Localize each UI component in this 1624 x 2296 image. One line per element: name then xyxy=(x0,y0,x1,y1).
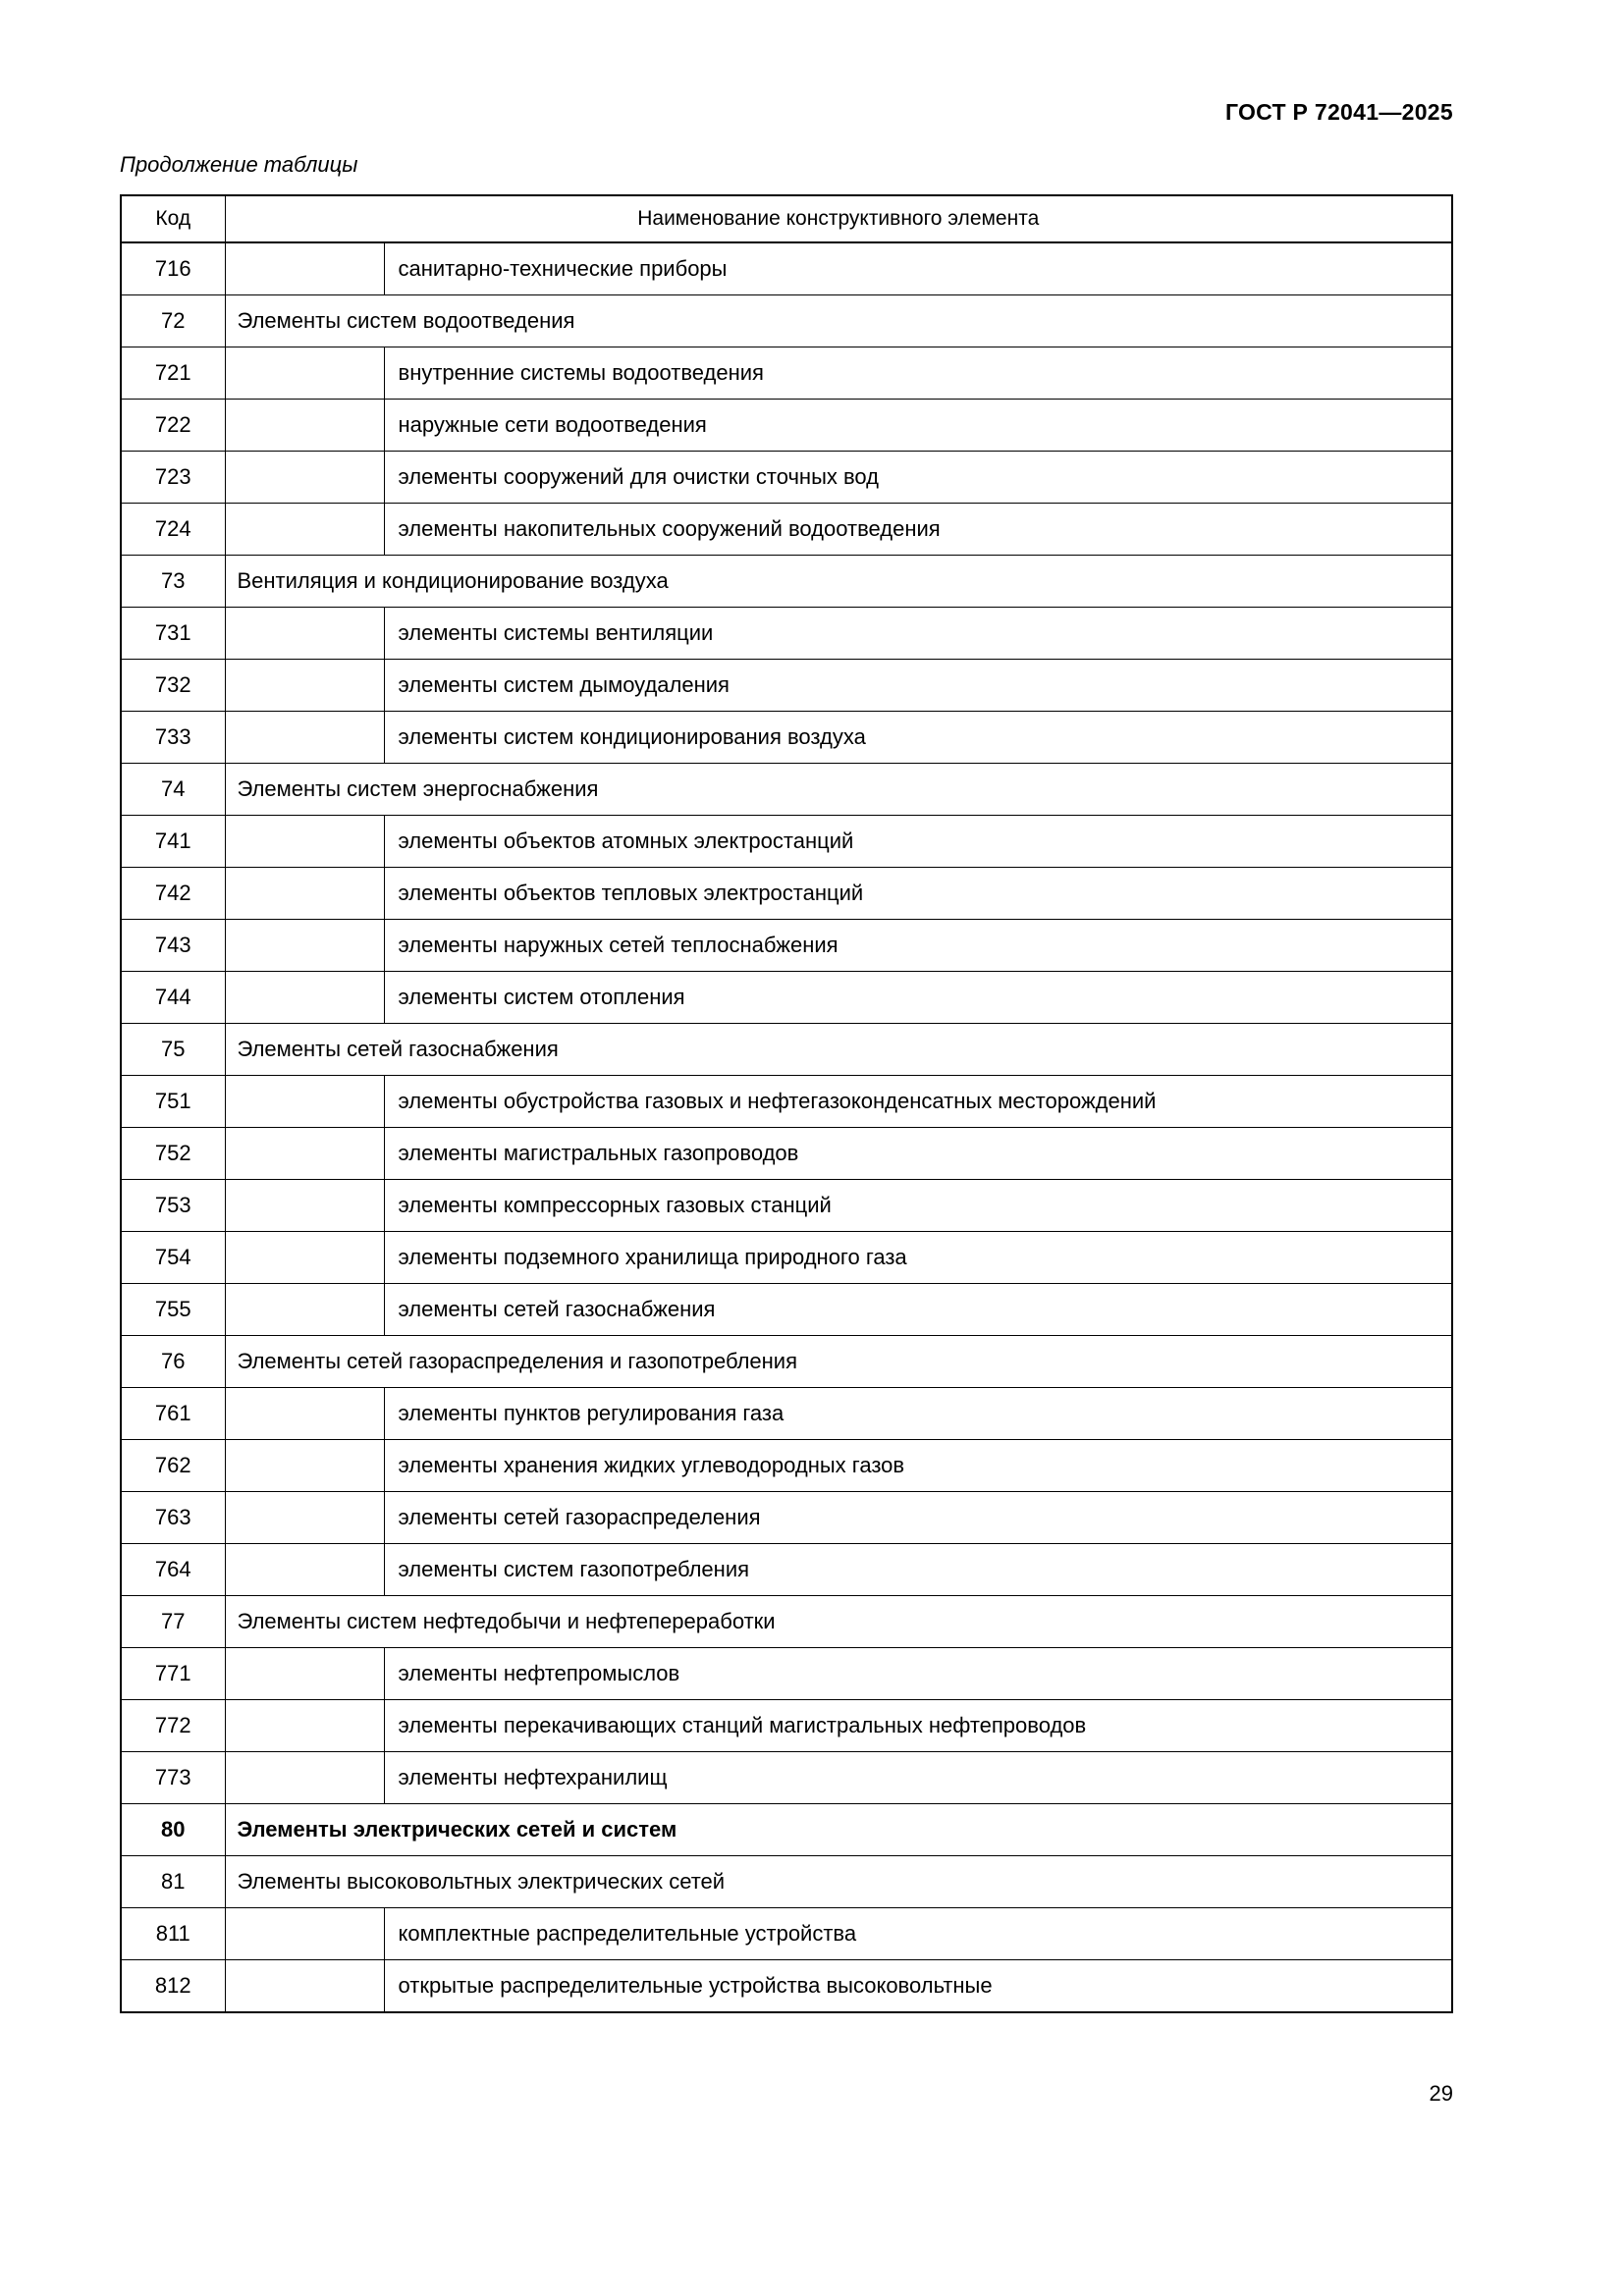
code-cell: 772 xyxy=(121,1700,225,1752)
code-cell: 721 xyxy=(121,347,225,400)
table-row xyxy=(121,1544,1452,1596)
code-cell: 74 xyxy=(121,764,225,816)
name-cell: Элементы сетей газоснабжения xyxy=(225,1024,1452,1076)
indent-cell xyxy=(225,504,384,556)
name-cell: Вентиляция и кондиционирование воздуха xyxy=(225,556,1452,608)
indent-cell xyxy=(225,1128,384,1180)
code-cell: 732 xyxy=(121,660,225,712)
indent-cell xyxy=(225,347,384,400)
code-cell: 733 xyxy=(121,712,225,764)
code-cell: 763 xyxy=(121,1492,225,1544)
page-number: 29 xyxy=(1429,2081,1453,2106)
name-cell: Элементы сетей газораспределения и газопотребления xyxy=(225,1336,1452,1388)
code-cell: 77 xyxy=(121,1596,225,1648)
name-cell: элементы нефтехранилищ xyxy=(384,1752,1452,1804)
table-row xyxy=(121,1596,1452,1648)
indent-cell xyxy=(225,452,384,504)
indent-cell xyxy=(225,1232,384,1284)
code-cell: 753 xyxy=(121,1180,225,1232)
col-header-name: Наименование конструктивного элемента xyxy=(225,195,1452,242)
code-cell: 761 xyxy=(121,1388,225,1440)
table-row xyxy=(121,920,1452,972)
name-cell: Элементы систем нефтедобычи и нефтепереработки xyxy=(225,1596,1452,1648)
code-cell: 80 xyxy=(121,1804,225,1856)
indent-cell xyxy=(225,868,384,920)
name-cell: Элементы высоковольтных электрических сетей xyxy=(225,1856,1452,1908)
indent-cell xyxy=(225,1960,384,2013)
table-row xyxy=(121,1284,1452,1336)
indent-cell xyxy=(225,660,384,712)
code-cell: 743 xyxy=(121,920,225,972)
name-cell: Элементы систем водоотведения xyxy=(225,295,1452,347)
table-row xyxy=(121,1440,1452,1492)
table-row xyxy=(121,347,1452,400)
table-row xyxy=(121,1856,1452,1908)
table-row xyxy=(121,452,1452,504)
name-cell: наружные сети водоотведения xyxy=(384,400,1452,452)
code-cell: 762 xyxy=(121,1440,225,1492)
code-cell: 75 xyxy=(121,1024,225,1076)
table-row xyxy=(121,1804,1452,1856)
name-cell: элементы системы вентиляции xyxy=(384,608,1452,660)
indent-cell xyxy=(225,972,384,1024)
table-row xyxy=(121,660,1452,712)
table-row xyxy=(121,242,1452,295)
code-cell: 722 xyxy=(121,400,225,452)
name-cell: элементы перекачивающих станций магистральных нефтепроводов xyxy=(384,1700,1452,1752)
code-cell: 764 xyxy=(121,1544,225,1596)
code-cell: 741 xyxy=(121,816,225,868)
indent-cell xyxy=(225,1388,384,1440)
table-row xyxy=(121,1180,1452,1232)
name-cell: элементы нефтепромыслов xyxy=(384,1648,1452,1700)
code-cell: 752 xyxy=(121,1128,225,1180)
code-cell: 81 xyxy=(121,1856,225,1908)
code-cell: 755 xyxy=(121,1284,225,1336)
name-cell: элементы наружных сетей теплоснабжения xyxy=(384,920,1452,972)
codes-table xyxy=(120,194,1453,2013)
indent-cell xyxy=(225,1648,384,1700)
indent-cell xyxy=(225,1544,384,1596)
indent-cell xyxy=(225,816,384,868)
table-row xyxy=(121,972,1452,1024)
name-cell: санитарно-технические приборы xyxy=(384,242,1452,295)
name-cell: Элементы систем энергоснабжения xyxy=(225,764,1452,816)
name-cell: элементы сооружений для очистки сточных вод xyxy=(384,452,1452,504)
indent-cell xyxy=(225,920,384,972)
name-cell: комплектные распределительные устройства xyxy=(384,1908,1452,1960)
table-row xyxy=(121,556,1452,608)
table-body xyxy=(121,242,1452,2012)
code-cell: 731 xyxy=(121,608,225,660)
table-row xyxy=(121,295,1452,347)
name-cell: элементы объектов тепловых электростанций xyxy=(384,868,1452,920)
table-row xyxy=(121,400,1452,452)
indent-cell xyxy=(225,1908,384,1960)
name-cell: элементы сетей газораспределения xyxy=(384,1492,1452,1544)
table-row xyxy=(121,1908,1452,1960)
code-cell: 744 xyxy=(121,972,225,1024)
indent-cell xyxy=(225,1180,384,1232)
table-row xyxy=(121,1388,1452,1440)
indent-cell xyxy=(225,1440,384,1492)
indent-cell xyxy=(225,712,384,764)
table-row xyxy=(121,1492,1452,1544)
table-row xyxy=(121,1232,1452,1284)
table-row xyxy=(121,1960,1452,2013)
name-cell: элементы систем газопотребления xyxy=(384,1544,1452,1596)
table-row xyxy=(121,1336,1452,1388)
name-cell: элементы накопительных сооружений водоотведения xyxy=(384,504,1452,556)
indent-cell xyxy=(225,1284,384,1336)
code-cell: 723 xyxy=(121,452,225,504)
indent-cell xyxy=(225,242,384,295)
code-cell: 812 xyxy=(121,1960,225,2013)
name-cell: элементы обустройства газовых и нефтегазоконденсатных месторождений xyxy=(384,1076,1452,1128)
indent-cell xyxy=(225,608,384,660)
indent-cell xyxy=(225,1492,384,1544)
table-row xyxy=(121,868,1452,920)
table-row xyxy=(121,1128,1452,1180)
table-row xyxy=(121,816,1452,868)
name-cell: элементы хранения жидких углеводородных газов xyxy=(384,1440,1452,1492)
indent-cell xyxy=(225,1700,384,1752)
name-cell: элементы объектов атомных электростанций xyxy=(384,816,1452,868)
col-header-code: Код xyxy=(121,195,225,242)
code-cell: 724 xyxy=(121,504,225,556)
code-cell: 773 xyxy=(121,1752,225,1804)
code-cell: 751 xyxy=(121,1076,225,1128)
name-cell: элементы пунктов регулирования газа xyxy=(384,1388,1452,1440)
table-row xyxy=(121,1024,1452,1076)
table-row xyxy=(121,504,1452,556)
code-cell: 754 xyxy=(121,1232,225,1284)
code-cell: 72 xyxy=(121,295,225,347)
table-row xyxy=(121,764,1452,816)
code-cell: 811 xyxy=(121,1908,225,1960)
table-row xyxy=(121,1648,1452,1700)
name-cell: элементы систем кондиционирования воздуха xyxy=(384,712,1452,764)
code-cell: 73 xyxy=(121,556,225,608)
indent-cell xyxy=(225,1076,384,1128)
table-row xyxy=(121,712,1452,764)
table-row xyxy=(121,1076,1452,1128)
table-caption: Продолжение таблицы xyxy=(120,152,358,177)
name-cell: элементы систем отопления xyxy=(384,972,1452,1024)
code-cell: 76 xyxy=(121,1336,225,1388)
table-header-row xyxy=(121,195,1452,242)
name-cell: элементы магистральных газопроводов xyxy=(384,1128,1452,1180)
table-row xyxy=(121,1700,1452,1752)
name-cell: элементы компрессорных газовых станций xyxy=(384,1180,1452,1232)
document-code: ГОСТ Р 72041—2025 xyxy=(1224,99,1453,125)
indent-cell xyxy=(225,1752,384,1804)
code-cell: 742 xyxy=(121,868,225,920)
code-cell: 716 xyxy=(121,242,225,295)
name-cell: внутренние системы водоотведения xyxy=(384,347,1452,400)
name-cell: элементы сетей газоснабжения xyxy=(384,1284,1452,1336)
table-row xyxy=(121,1752,1452,1804)
code-cell: 771 xyxy=(121,1648,225,1700)
name-cell: элементы подземного хранилища природного газа xyxy=(384,1232,1452,1284)
name-cell: элементы систем дымоудаления xyxy=(384,660,1452,712)
indent-cell xyxy=(225,400,384,452)
table-row xyxy=(121,608,1452,660)
name-cell: Элементы электрических сетей и систем xyxy=(225,1804,1452,1856)
name-cell: открытые распределительные устройства высоковольтные xyxy=(384,1960,1452,2013)
